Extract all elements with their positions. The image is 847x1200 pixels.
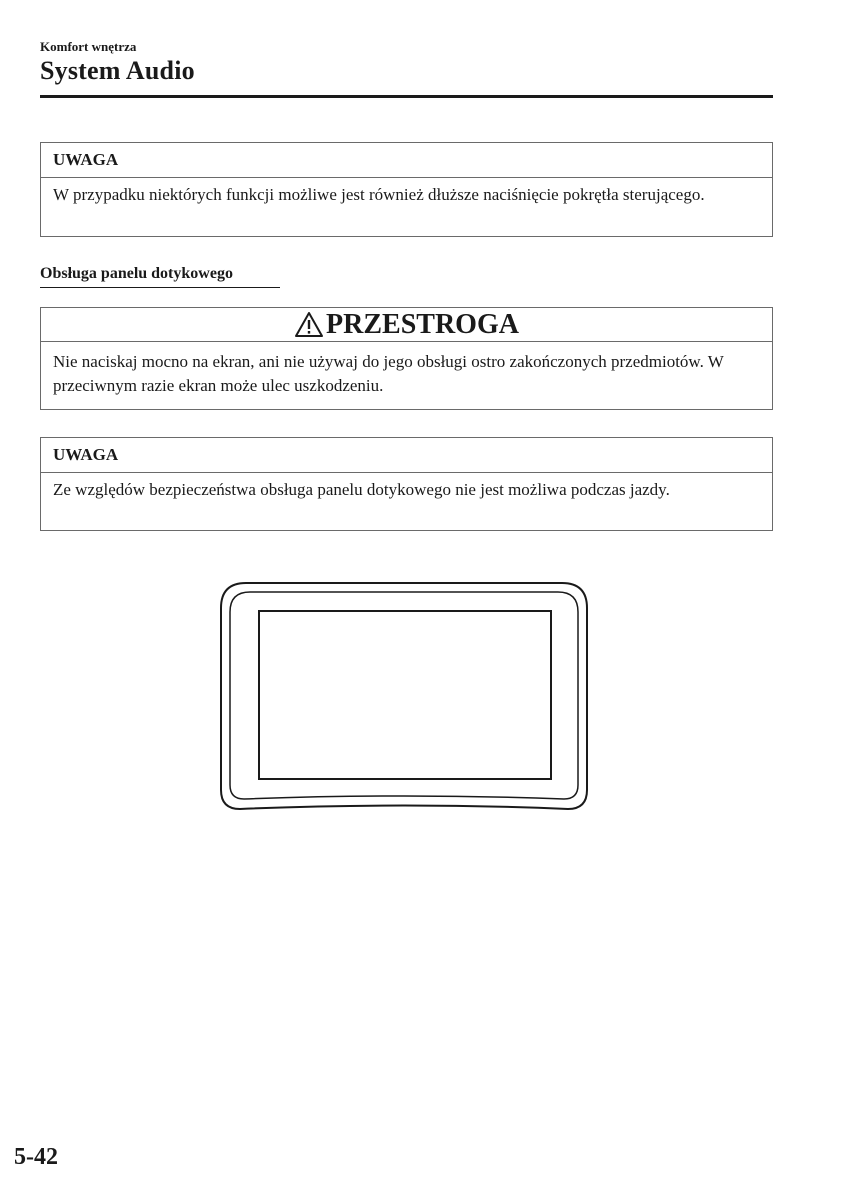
title-divider [40, 95, 773, 98]
subheading-touch-panel: Obsługa panelu dotykowego [40, 265, 280, 288]
caution-box [40, 307, 773, 410]
caution-text: Nie naciskaj mocno na ekran, ani nie używaj do jego obsługi ostro zakończonych przedmiotów. W przeciwnym razie ekran może ulec uszkodzeniu. [53, 352, 724, 395]
note-text: W przypadku niektórych funkcji możliwe jest również dłuższe naciśnięcie pokrętła sterującego. [53, 185, 705, 204]
page-number: 5-42 [14, 1144, 58, 1170]
section-label: Komfort wnętrza [40, 39, 137, 54]
note-box-1 [40, 142, 773, 237]
note-text: Ze względów bezpieczeństwa obsługa panelu dotykowego nie jest możliwa podczas jazdy. [53, 480, 670, 499]
note-box-2 [40, 437, 773, 531]
caution-heading [41, 308, 772, 342]
page-title: System Audio [40, 56, 195, 85]
note-heading: UWAGA [41, 438, 772, 473]
note-heading: UWAGA [41, 143, 772, 178]
touchscreen-display-icon [218, 580, 590, 812]
warning-triangle-icon [294, 311, 324, 338]
caution-heading-text: PRZESTROGA [326, 308, 519, 340]
